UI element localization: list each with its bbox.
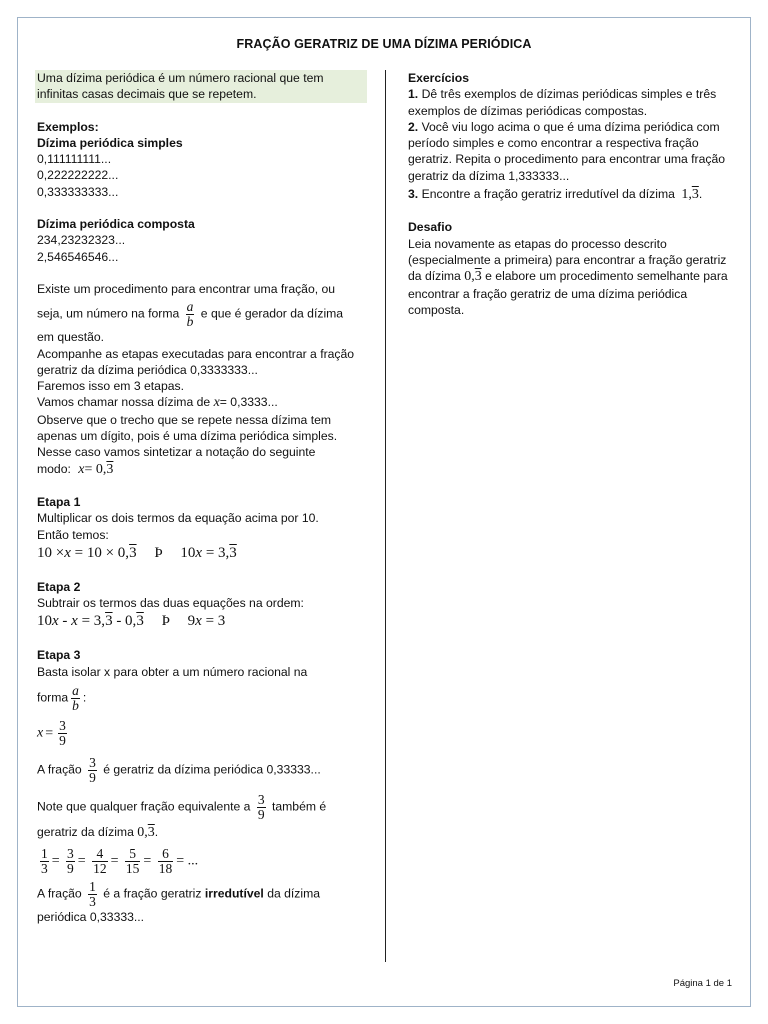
right-column (408, 70, 738, 318)
step2-heading: Etapa 2 (37, 579, 81, 594)
challenge-text: Leia novamente as etapas do processo descrito (especialmente a primeira) para encontrar a fração geratriz da dízima 0,3 e elabore um procedimento semelhante para encontrar a fração geratriz de uma dízima periódica composta. (408, 236, 728, 317)
equivalent-fraction: $\frac{3}{9}$ (67, 846, 74, 877)
column-divider (385, 70, 386, 962)
fraction-1-over-3: $\frac{1}{3}$ (89, 879, 96, 910)
step3-result: x = $\frac{3}{9}$ (37, 718, 66, 749)
step3-forma: forma $\frac{a}{b}$ : (37, 683, 87, 714)
step3-heading: Etapa 3 (37, 648, 81, 663)
step1-heading: Etapa 1 (37, 494, 81, 509)
fraction-a-over-b: $\frac{a}{b}$ (72, 683, 79, 714)
fraction-sentence-2: Note que qualquer fração equivalente a $\frac{3}{9}$ também é (37, 792, 327, 823)
exercise-1: 1. Dê três exemplos de dízimas periódicas simples e três exemplos de dízimas periódicas compostas. (408, 87, 717, 118)
simple-example: 0,111111111... (37, 152, 112, 167)
exercises-heading: Exercícios (408, 71, 469, 85)
paragraph-procedure: Existe um procedimento para encontrar uma fração, ou seja, um número na forma $\frac{a}{b}$ e que é gerador da dízima em questão. (37, 281, 344, 345)
exercise-3: 3. Encontre a fração geratriz irredutível da dízima 1,3. (408, 187, 703, 203)
simple-example: 0,333333333... (37, 184, 119, 199)
paragraph-steps: Faremos isso em 3 etapas. (37, 379, 184, 394)
paragraph-follow: Acompanhe as etapas executadas para encontrar a fração geratriz da dízima periódica 0,3333333... (37, 346, 355, 377)
composite-example: 234,23232323... (37, 233, 126, 248)
step1-equation: 10 ×x = 10 × 0,3 Þ 10x = 3,3 (37, 544, 237, 561)
composite-heading: Dízima periódica composta (37, 217, 195, 232)
fraction-3-over-9: $\frac{3}{9}$ (257, 792, 265, 823)
simple-example: 0,222222222... (37, 168, 119, 183)
equivalent-fraction: $\frac{5}{15}$ (125, 846, 140, 877)
examples-heading: Exemplos: (37, 119, 99, 134)
equivalent-fractions: $\frac{1}{3}$ = $\frac{3}{9}$ = $\frac{4}{12}$ = $\frac{5}{15}$ = $\frac{6}{18}$ = ... (41, 846, 199, 877)
equivalent-fraction: $\frac{1}{3}$ (41, 846, 48, 877)
fraction-sentence-3: A fração $\frac{1}{3}$ é a fração geratriz irredutível da dízima (37, 879, 321, 910)
step1-text: Multiplicar os dois termos da equação acima por 10. (37, 511, 319, 526)
left-column (37, 70, 367, 926)
equivalent-fraction: $\frac{4}{12}$ (93, 846, 107, 877)
exercise-2: 2. Você viu logo acima o que é uma dízima periódica com período simples e como encontrar a respectiva fração geratriz. Repita o procedimento para encontrar uma fração geratriz da dízima 1,333333... (408, 119, 726, 183)
paragraph-notation: Nesse caso vamos sintetizar a notação do seguinte modo: x= 0,3 (37, 445, 316, 477)
page-title: FRAÇÃO GERATRIZ DE UMA DÍZIMA PERIÓDICA (236, 37, 532, 51)
fraction-3-over-9: $\frac{3}{9}$ (59, 718, 66, 749)
challenge-heading: Desafio (408, 220, 453, 235)
fraction-sentence-1: A fração $\frac{3}{9}$ é geratriz da dízima periódica 0,33333... (37, 755, 321, 786)
step3-text: Basta isolar x para obter a um número racional na (37, 664, 308, 679)
step1-then: Então temos: (37, 527, 109, 542)
step2-text: Subtrair os termos das duas equações na ordem: (37, 596, 304, 611)
equivalent-fraction: $\frac{6}{18}$ (158, 846, 173, 877)
definition-box: Uma dízima periódica é um número racional que tem infinitas casas decimais que se repetem. (35, 70, 367, 103)
fraction-3-over-9: $\frac{3}{9}$ (89, 755, 96, 786)
composite-example: 2,546546546... (37, 249, 119, 264)
fraction-sentence-3b: periódica 0,33333... (37, 910, 145, 925)
page-number: Página 1 de 1 (673, 978, 732, 989)
fraction-a-over-b: $\frac{a}{b}$ (186, 299, 194, 330)
step2-equation: 10x - x = 3,3 - 0,3 Þ 9x = 3 (37, 613, 226, 630)
simple-heading: Dízima periódica simples (37, 135, 183, 150)
paragraph-call: Vamos chamar nossa dízima de x= 0,3333... (37, 395, 278, 411)
paragraph-observe: Observe que o trecho que se repete nessa dízima tem apenas um dígito, pois é uma dízima periódica simples. (37, 412, 338, 444)
fraction-sentence-2b: geratriz da dízima 0,3. (37, 825, 159, 841)
